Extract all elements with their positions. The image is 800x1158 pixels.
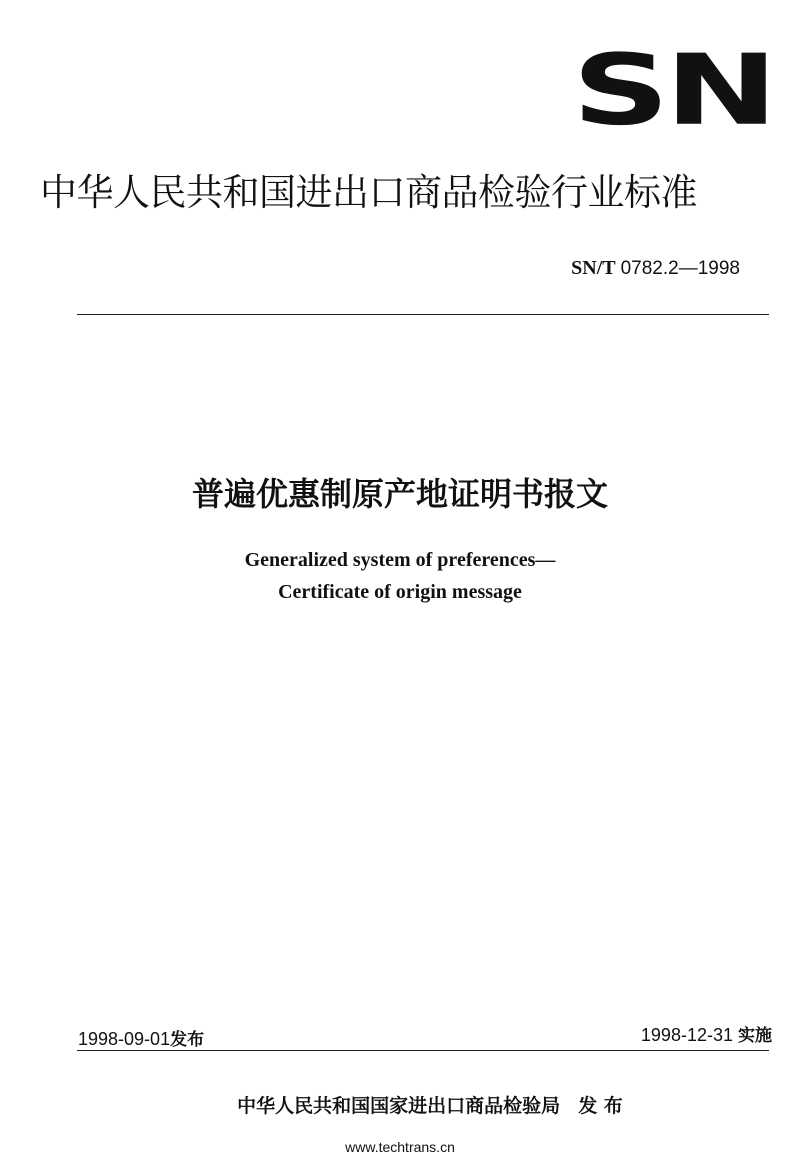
standard-code: [470, 255, 740, 282]
issue-date-value: 1998-09-01: [78, 1029, 171, 1049]
sn-logo: SN: [572, 33, 774, 147]
top-divider: [77, 314, 769, 315]
standard-code-number: 0782.2—1998: [620, 258, 740, 279]
document-title-chinese: 普遍优惠制原产地证明书报文: [191, 475, 608, 513]
document-title-english-line2: Certificate of origin message: [278, 581, 522, 603]
website-footer: www.techtrans.cn: [345, 1139, 455, 1155]
issuing-authority-name: 中华人民共和国国家进出口商品检验局: [237, 1095, 561, 1117]
issue-date-label: 发布: [170, 1030, 205, 1050]
issuing-authority: [0, 1092, 800, 1120]
implementation-date: [560, 1022, 772, 1049]
bottom-divider: [77, 1050, 769, 1051]
issuing-authority-action: 发 布: [578, 1095, 623, 1117]
document-title-english-line1: Generalized system of preferences—: [244, 549, 556, 571]
implementation-date-value: 1998-12-31: [640, 1025, 733, 1045]
implementation-date-label: 实施: [738, 1026, 772, 1046]
standard-type-heading: 中华人民共和国进出口商品检验行业标准: [40, 171, 697, 214]
standard-code-prefix: SN/T: [571, 257, 616, 279]
issue-date: [78, 1026, 204, 1053]
